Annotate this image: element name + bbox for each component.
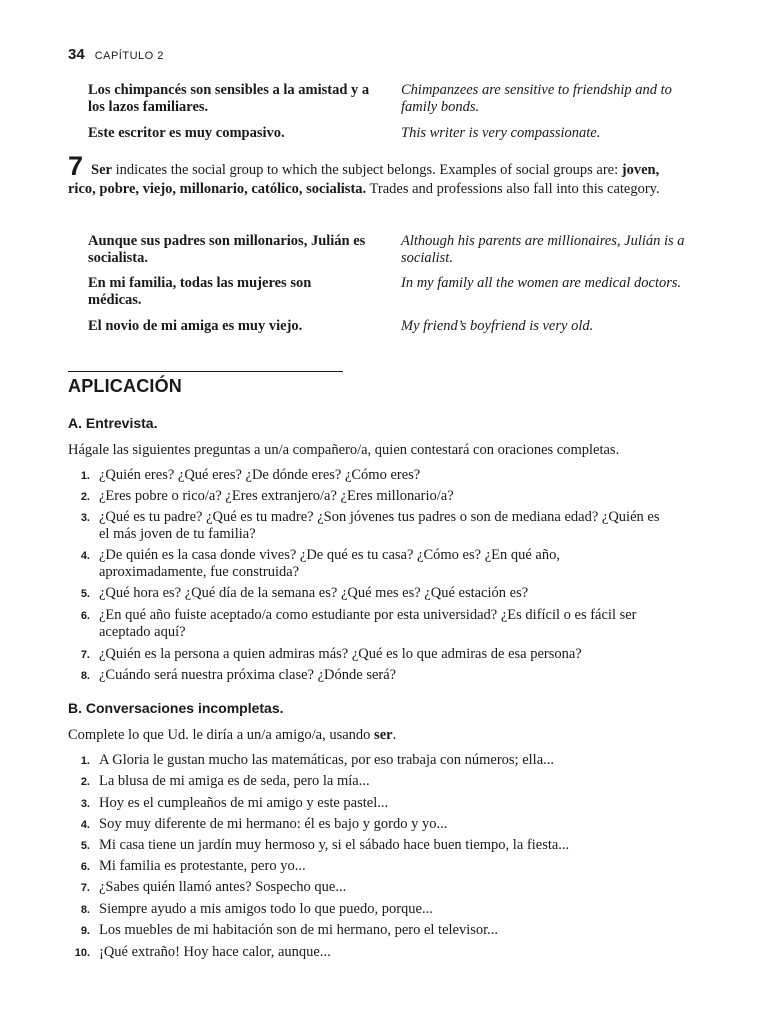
item-number: 5. [80, 588, 90, 600]
example-english: Chimpanzees are sensitive to friendship and to family bonds. [401, 82, 672, 115]
rule-examples: joven, rico, pobre, viejo, millonario, católico, socialista. [68, 162, 660, 197]
item-text: ¿Eres pobre o rico/a? ¿Eres extranjero/a? ¿Eres millonario/a? [99, 488, 454, 504]
chapter-label: CAPÍTULO 2 [94, 50, 164, 62]
rule-keyword: Ser [91, 162, 112, 178]
item-text: ¡Qué extraño! Hoy hace calor, aunque... [99, 944, 331, 960]
item-text: ¿Qué hora es? ¿Qué día de la semana es? ¿Qué mes es? ¿Qué estación es? [99, 585, 529, 601]
item-number: 9. [80, 925, 90, 937]
section-divider [68, 371, 343, 372]
item-text: ¿Cuándo será nuestra próxima clase? ¿Dónde será? [99, 667, 397, 683]
instructions-keyword: ser [374, 727, 393, 743]
item-number: 5. [80, 840, 90, 852]
section-b-instructions [68, 726, 708, 744]
instructions-text: Complete lo que Ud. le diría a un/a amigo/a, usando [68, 727, 375, 743]
item-text: La blusa de mi amiga es de seda, pero la mía... [99, 773, 370, 789]
item-number: 3. [80, 798, 90, 810]
rule-7-paragraph [68, 151, 668, 198]
item-text: ¿Quién es la persona a quien admiras más? ¿Qué es lo que admiras de esa persona? [99, 646, 582, 662]
example-english: In my family all the women are medical doctors. [401, 275, 682, 291]
item-text: A Gloria le gustan mucho las matemáticas, por eso trabaja con números; ella... [99, 752, 555, 768]
example-english: This writer is very compassionate. [401, 125, 601, 141]
item-text: Hoy es el cumpleaños de mi amigo y este pastel... [99, 795, 389, 811]
item-number: 10. [74, 947, 90, 959]
item-number: 6. [80, 861, 90, 873]
section-b-heading: B. Conversaciones incompletas. [68, 700, 284, 716]
rule-number: 7 [68, 151, 84, 181]
running-head [68, 46, 164, 64]
item-text: ¿En qué año fuiste aceptado/a como estudiante por esta universidad? ¿Es difícil o es fácil ser aceptado aquí? [99, 607, 637, 640]
item-number: 4. [80, 550, 90, 562]
item-text: ¿Quién eres? ¿Qué eres? ¿De dónde eres? ¿Cómo eres? [99, 467, 421, 483]
item-number: 8. [80, 904, 90, 916]
section-title: APLICACIÓN [68, 376, 182, 396]
item-text: ¿Qué es tu padre? ¿Qué es tu madre? ¿Son jóvenes tus padres o son de mediana edad? ¿Quién es el más joven de tu familia? [99, 509, 660, 542]
item-text: ¿De quién es la casa donde vives? ¿De qué es tu casa? ¿Cómo es? ¿En qué año, aproximadamente, fue construida? [99, 547, 560, 580]
example-spanish: Los chimpancés son sensibles a la amistad y a los lazos familiares. [88, 82, 370, 115]
item-number: 2. [80, 776, 90, 788]
item-number: 6. [80, 610, 90, 622]
section-a-heading: A. Entrevista. [68, 415, 158, 431]
item-text: ¿Sabes quién llamó antes? Sospecho que... [99, 879, 347, 895]
item-number: 8. [80, 670, 90, 682]
section-a-instructions: Hágale las siguientes preguntas a un/a compañero/a, quien contestará con oraciones completas. [68, 442, 620, 458]
rule-text: Trades and professions also fall into this category. [366, 180, 660, 197]
item-number: 2. [80, 491, 90, 503]
page-number: 34 [68, 46, 85, 63]
rule-text: indicates the social group to which the subject belongs. Examples of social groups are: [111, 162, 622, 178]
example-spanish: En mi familia, todas las mujeres son médicas. [88, 275, 312, 308]
instructions-text: . [392, 727, 397, 743]
item-number: 3. [80, 512, 90, 524]
example-spanish: El novio de mi amiga es muy viejo. [88, 318, 303, 334]
item-text: Siempre ayudo a mis amigos todo lo que puedo, porque... [99, 901, 433, 917]
example-english: My friend’s boyfriend is very old. [401, 318, 594, 334]
item-text: Soy muy diferente de mi hermano: él es bajo y gordo y yo... [99, 816, 448, 832]
item-text: Los muebles de mi habitación son de mi hermano, pero el televisor... [99, 922, 499, 938]
example-english: Although his parents are millionaires, Julián is a socialist. [401, 233, 685, 266]
item-text: Mi familia es protestante, pero yo... [99, 858, 306, 874]
item-number: 1. [80, 470, 90, 482]
item-number: 1. [80, 755, 90, 767]
example-spanish: Este escritor es muy compasivo. [88, 125, 285, 141]
item-text: Mi casa tiene un jardín muy hermoso y, si el sábado hace buen tiempo, la fiesta... [99, 837, 570, 853]
example-spanish: Aunque sus padres son millonarios, Julián es socialista. [88, 233, 366, 266]
item-number: 7. [80, 882, 90, 894]
item-number: 7. [80, 649, 90, 661]
item-number: 4. [80, 819, 90, 831]
